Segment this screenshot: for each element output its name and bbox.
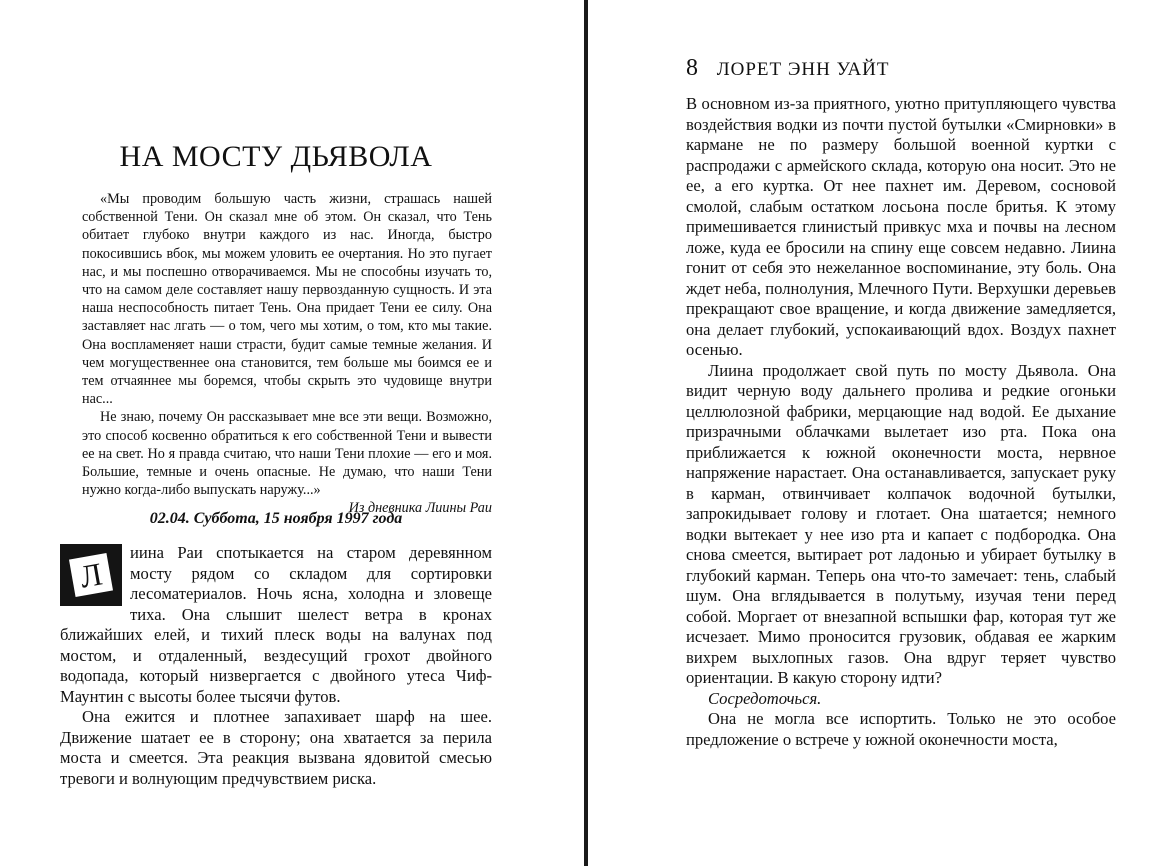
date-heading: 02.04. Суббота, 15 ноября 1997 года (149, 510, 403, 527)
body-paragraph: Она ежится и плотнее запахивает шарф на шее. Движение шатает ее в сторону; она хватается за перила моста и смеется. Эта реакция вызвана ядовитой смесью тревоги и волнующим предчувствием риска. (60, 707, 492, 788)
right-page (686, 0, 1116, 866)
epigraph-attribution: Из дневника Лиины Раи (348, 500, 492, 517)
chapter-title: НА МОСТУ ДЬЯВОЛА (119, 140, 433, 173)
body-paragraph (60, 543, 492, 707)
right-body-text (686, 94, 1116, 750)
left-page (60, 0, 492, 866)
left-body-text (60, 543, 492, 789)
drop-cap-letter: Л (69, 553, 113, 597)
body-paragraph: Она не могла все испортить. Только не это особое предложение о встрече у южной оконечности моста, (686, 709, 1116, 749)
running-head (686, 55, 1116, 82)
body-paragraph-italic: Сосредоточься. (708, 688, 822, 708)
epigraph-paragraph: «Мы проводим большую часть жизни, страшась нашей собственной Тени. Он сказал мне об этом. Он сказал, что Тень обитает глубоко внутри каждого из нас. Иногда, быстро покосившись вбок, мы можем уловить ее очертания. Но это пугает нас, и мы поспешно отворачиваемся. Мы не способны изучать то, что на самом деле составляет нашу первозданную сущность. И эта наша неспособность питает Тень. Она придает Тени ее силу. Она заставляет нас лгать — о том, чего мы хотим, о том, кто мы такие. Она воспламеняет наши страсти, будит самые темные желания. И чем могущественнее она становится, тем больше мы боимся ее и тем отчаяннее мы боремся, чтобы скрыть это чудовище внутри нас... (82, 191, 492, 408)
epigraph (82, 190, 492, 518)
book-spine-divider (584, 0, 588, 866)
body-paragraph: Лиина продолжает свой путь по мосту Дьявола. Она видит черную воду дальнего пролива и редкие огоньки целлюлозной фабрики, мерцающие над водой. Ее дыхание призрачными облачками вылетает изо рта. Пока она приближается к южной оконечности моста, нервное напряжение нарастает. Она останавливается, запускает руку в карман, отвинчивает колпачок водочной бутылки, запрокидывает голову и глотает. Она шатается; немного водки вытекает у нее изо рта и капает с подбородка. Она снова смеется, вытирает рот ладонью и убирает бутылку в глубокий карман. Теперь она что-то замечает: тень, слабый шум. Она вглядывается в полутьму, изучая тени перед собой. Моргает от внезапной вспышки фар, которая тут же исчезает. Мимо проносится грузовик, обдавая ее жарким вихрем выхлопных газов. Она вдруг теряет чувство ориентации. В какую сторону идти? (686, 360, 1116, 687)
running-head-author: ЛОРЕТ ЭНН УАЙТ (716, 59, 890, 80)
body-paragraph: В основном из-за приятного, уютно притупляющего чувства воздействия водки из почти пустой бутылки «Смирновки» в кармане не по размеру большой военной куртки с распродажи с армейского склада, которую она носит. Это не ее, а его куртка. От нее пахнет им. Деревом, сосновой смолой, слабым остатком лосьона после бритья. К этому примешивается глинистый привкус мха и почвы на лесном ложе, куда ее бросили на спину еще совсем недавно. Лиина гонит от себя это нежеланное воспоминание, эту боль. Она ждет неба, полнолуния, Млечного Пути. Верхушки деревьев прекращают свое вращение, и когда движение замедляется, она делает глубокий, успокаивающий вдох. Воздух пахнет осенью. (686, 94, 1116, 359)
epigraph-paragraph: Не знаю, почему Он рассказывает мне все эти вещи. Возможно, это способ косвенно обратиться к его собственной Тени и вывести ее на свет. Но я правда считаю, что наши Тени плохие — его и моя. Большие, темные и очень опасные. Не думаю, что наши Тени нужно когда-либо выпускать наружу...» (82, 409, 492, 499)
page-number: 8 (686, 55, 698, 81)
paragraph-text: иина Раи спотыкается на старом деревянном мосту рядом со складом для сортировки лесоматериалов. Ночь ясна, холодна и зловеще тиха. Она слышит шелест ветра в кронах ближайших елей, и тихий плеск воды на валунах под мостом, и отдаленный, вездесущий грохот двойного водопада, который низвергается с двойного утеса Чиф-Маунтин с высоты более тысячи футов. (60, 543, 492, 706)
drop-cap (60, 544, 122, 606)
